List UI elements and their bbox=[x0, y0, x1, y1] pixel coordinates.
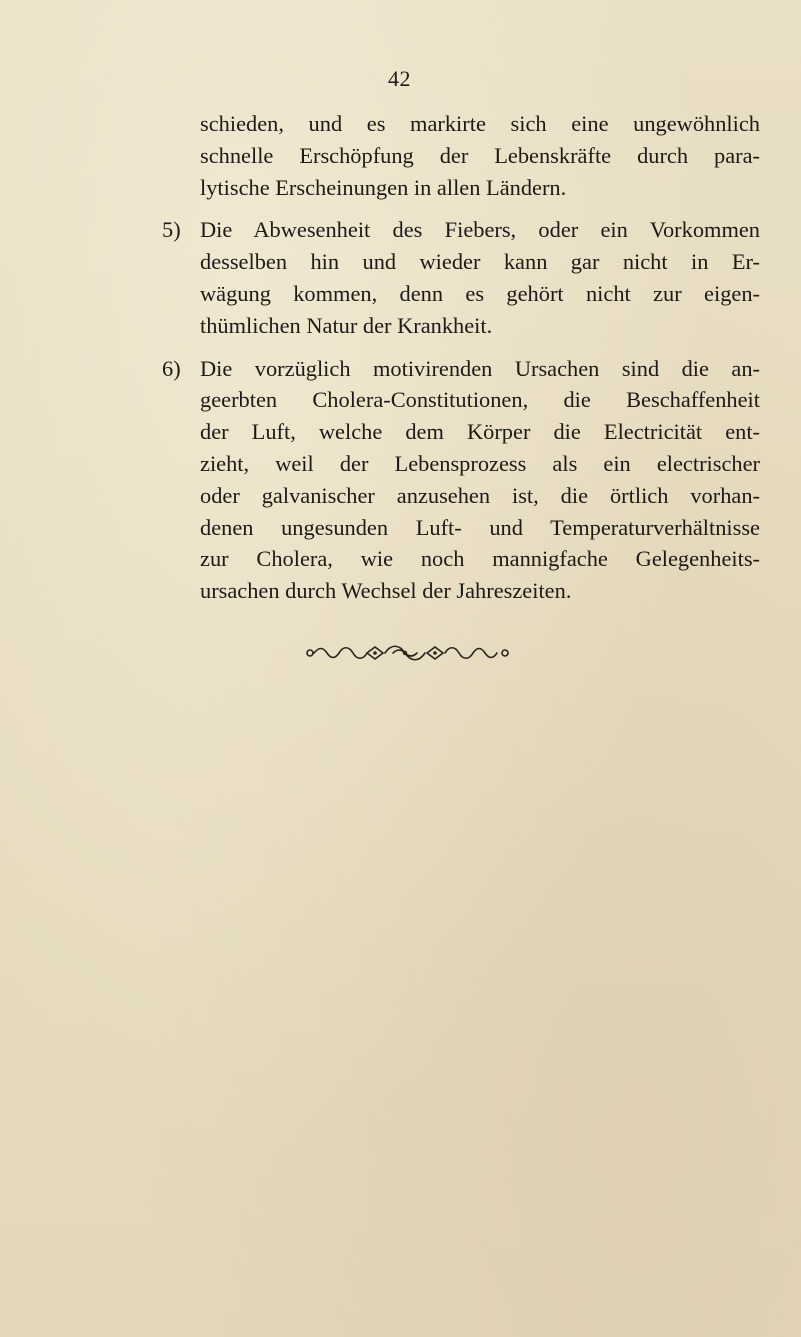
page-number: 42 bbox=[388, 66, 411, 91]
text-line: oder galvanischer anzusehen ist, die örtlich vorhan- bbox=[200, 482, 760, 508]
text-line: ursachen durch Wechsel der Jahreszeiten. bbox=[200, 578, 572, 604]
text-line: denen ungesunden Luft- und Temperaturverhältnisse bbox=[200, 514, 760, 540]
text-line: thümlichen Natur der Krankheit. bbox=[200, 312, 493, 338]
text-line: schnelle Erschöpfung der Lebenskräfte durch para- bbox=[200, 142, 760, 168]
text-line: wägung kommen, denn es gehört nicht zur eigen- bbox=[200, 280, 760, 306]
paragraph-item-5 bbox=[162, 214, 760, 341]
item-number: 5) bbox=[162, 217, 181, 243]
text-line: Die Abwesenheit des Fiebers, oder ein Vorkommen bbox=[200, 217, 760, 243]
ornament-divider-icon bbox=[305, 640, 515, 666]
text-line: desselben hin und wieder kann gar nicht in Er- bbox=[200, 249, 760, 275]
paragraph-continuation bbox=[200, 108, 760, 203]
text-line: der Luft, welche dem Körper die Electricität ent- bbox=[200, 419, 760, 445]
text-line: geerbten Cholera-Constitutionen, die Beschaffenheit bbox=[200, 387, 760, 413]
text-line: Die vorzüglich motivirenden Ursachen sind die an- bbox=[200, 355, 760, 381]
text-line: zur Cholera, wie noch mannigfache Gelegenheits- bbox=[200, 546, 760, 572]
text-line: schieden, und es markirte sich eine ungewöhnlich bbox=[200, 111, 760, 136]
body-text bbox=[162, 108, 760, 607]
text-line: zieht, weil der Lebensprozess als ein electrischer bbox=[200, 450, 760, 476]
item-number: 6) bbox=[162, 355, 181, 381]
text-line: lytische Erscheinungen in allen Ländern. bbox=[200, 174, 567, 200]
paragraph-item-6 bbox=[162, 353, 760, 607]
